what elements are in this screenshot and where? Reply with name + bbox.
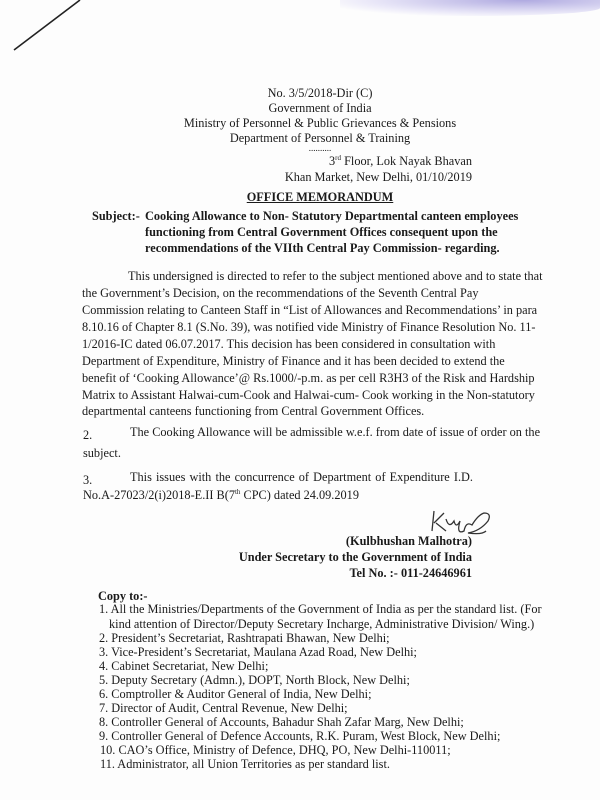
para-line: Matrix to Assistant Halwai-cum-Cook and Halwai-cum- Cook working in the Non-statutory (82, 388, 535, 402)
para-line: Department of Expenditure, Ministry of Finance and it has been decided to extend the (82, 354, 505, 368)
para-line: 1/2016-IC dated 06.07.2017. This decision has been considered in consultation with (82, 337, 496, 351)
para-number: 3. (83, 473, 93, 487)
floor-number: 3 (329, 154, 336, 169)
para-line (83, 488, 359, 503)
address-text: Floor, Lok Nayak Bhavan (341, 154, 472, 169)
subject-line: recommendations of the VIIth Central Pay Commission- regarding. (145, 241, 500, 255)
para-line: the Government’s Decision, on the recommendations of the Seventh Central Pay (82, 286, 479, 300)
subject-line: Cooking Allowance to Non- Statutory Departmental canteen employees (145, 209, 519, 223)
para-line: 8.10.16 of Chapter 8.1 (S.No. 39), was notified vide Ministry of Finance Resolution No. 11- (82, 320, 536, 334)
signatory-telephone: Tel No. :- 011-24646961 (349, 566, 472, 580)
ref-date: CPC) dated 24.09.2019 (240, 488, 359, 503)
ref-sup: th (234, 488, 241, 496)
copy-item: 4. Cabinet Secretariat, New Delhi; (99, 659, 269, 673)
copy-item: 10. CAO’s Office, Ministry of Defence, DHQ, PO, New Delhi-110011; (100, 743, 451, 757)
signatory-name: (Kulbhushan Malhotra) (345, 534, 472, 548)
department: Department of Personnel & Training (229, 131, 411, 145)
copy-item: 3. Vice-President’s Secretariat, Maulana Azad Road, New Delhi; (99, 645, 417, 659)
para-line: subject. (83, 446, 121, 460)
scan-smudge (340, 0, 600, 16)
signature-scribble (428, 505, 498, 537)
copy-item: 11. Administrator, all Union Territories as per standard list. (100, 757, 390, 771)
para-line: Commission relating to Canteen Staff in “List of Allowances and Recommendations’ in para (82, 303, 538, 317)
page-fold-line (0, 0, 90, 60)
signatory-designation: Under Secretary to the Government of India (238, 550, 472, 564)
copy-to-label: Copy to:- (98, 589, 148, 603)
address-line-2: Khan Market, New Delhi, 01/10/2019 (284, 170, 472, 184)
memo-title: OFFICE MEMORANDUM (246, 190, 394, 204)
copy-item: 8. Controller General of Accounts, Bahadur Shah Zafar Marg, New Delhi; (99, 715, 464, 729)
separator: .......... (308, 143, 332, 153)
subject-line: functioning from Central Government Offices consequent upon the (145, 225, 498, 239)
para-line: benefit of ‘Cooking Allowance’@ Rs.1000/-p.m. as per cell R3H3 of the Risk and Hardship (82, 371, 535, 385)
copy-item: 1. All the Ministries/Departments of the Government of India as per the standard list. (For (99, 602, 542, 616)
floor-suffix: rd (335, 154, 341, 162)
para-line: This undersigned is directed to refer to the subject mentioned above and to state that (128, 269, 543, 283)
copy-item: 2. President’s Secretariat, Rashtrapati Bhawan, New Delhi; (99, 631, 390, 645)
copy-item: 9. Controller General of Defence Accounts, R.K. Puram, West Block, New Delhi; (99, 729, 501, 743)
subject-label: Subject:- (92, 209, 140, 223)
government: Government of India (268, 101, 372, 115)
copy-item: 7. Director of Audit, Central Revenue, New Delhi; (99, 701, 348, 715)
file-number: No. 3/5/2018-Dir (C) (267, 86, 373, 100)
copy-item: 6. Comptroller & Auditor General of India, New Delhi; (99, 687, 372, 701)
para-line: The Cooking Allowance will be admissible w.e.f. from date of issue of order on the (130, 425, 541, 439)
para-number: 2. (83, 428, 93, 442)
address-line-1 (329, 154, 472, 169)
ministry: Ministry of Personnel & Public Grievances & Pensions (183, 116, 457, 130)
copy-item: kind attention of Director/Deputy Secretary Incharge, Administrative Division/ Wing.) (109, 617, 535, 631)
ref-number: No.A-27023/2(i)2018-E.II B(7 (83, 488, 235, 503)
copy-item: 5. Deputy Secretary (Admn.), DOPT, North Block, New Delhi; (99, 673, 410, 687)
para-line: This issues with the concurrence of Department of Expenditure I.D. (130, 470, 473, 484)
para-line: departmental canteens functioning from Central Government Offices. (82, 404, 425, 418)
